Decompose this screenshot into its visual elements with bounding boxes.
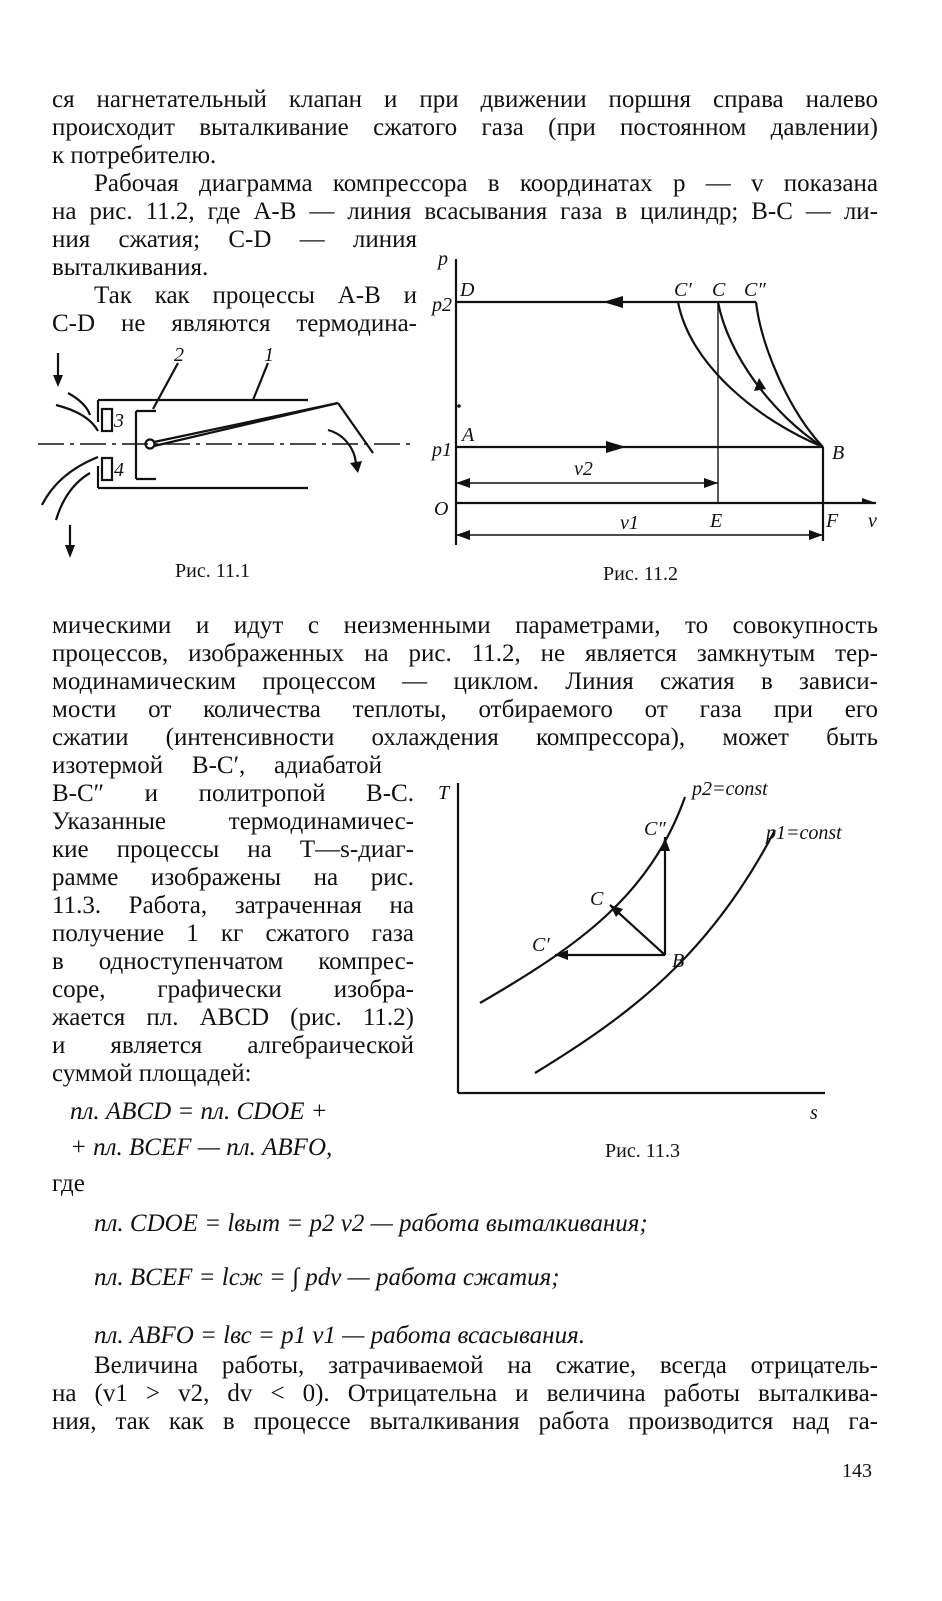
formula-line: пл. ABFO = lвс = p1 v1 — работа всасывания. — [94, 1322, 585, 1349]
text-line: мости от количества теплоты, отбираемого от газа при его — [52, 696, 878, 723]
text-line: 11.3. Работа, затраченная на — [52, 892, 414, 919]
point-F: F — [826, 510, 839, 532]
text-line: происходит выталкивание сжатого газа (при постоянном давлении) — [52, 114, 878, 141]
text-line: в одноступенчатом компрес- — [52, 948, 414, 975]
point-B: B — [832, 442, 845, 464]
text-line: ся нагнетательный клапан и при движении поршня справа налево — [52, 86, 878, 113]
label-p2-const: p2=const — [692, 778, 768, 800]
figure-caption: Рис. 11.3 — [605, 1140, 680, 1162]
text-line: соре, графически изобра- — [52, 976, 414, 1003]
text-line: рамме изображены на рис. — [52, 864, 414, 891]
axis-label-s: s — [810, 1102, 818, 1120]
equation-line: + пл. BCEF — пл. ABFO, — [70, 1134, 333, 1161]
point-O: O — [434, 498, 449, 520]
label-1: 1 — [264, 345, 274, 366]
point-C-double-prime: C″ — [644, 818, 666, 840]
text-line: Величина работы, затрачиваемой на сжатие, всегда отрицатель- — [94, 1352, 878, 1379]
point-A: A — [462, 424, 475, 446]
point-C-prime: C′ — [532, 934, 550, 956]
text-line: B-C″ и политропой B-C. — [52, 780, 414, 807]
text-line: сжатии (интенсивности охлаждения компрессора), может быть — [52, 724, 878, 751]
label-p2: p2 — [432, 294, 452, 316]
text-line: где — [52, 1170, 85, 1197]
label-3: 3 — [114, 410, 124, 432]
label-p1-const: p1=const — [766, 822, 842, 844]
point-C: C — [590, 888, 604, 910]
text-line: ния сжатия; C-D — линия — [52, 226, 417, 253]
label-v1: v1 — [620, 512, 639, 534]
point-D: D — [460, 279, 475, 301]
page-number: 143 — [842, 1460, 872, 1482]
text-line: кие процессы на T—s-диаг- — [52, 836, 414, 863]
label-p1: p1 — [432, 439, 452, 461]
label-4: 4 — [114, 459, 124, 481]
text-line: ния, так как в процессе выталкивания работа производится над га- — [52, 1408, 878, 1435]
point-C-prime: C′ — [674, 279, 692, 301]
point-E: E — [710, 510, 723, 532]
axis-label-v: v — [868, 510, 877, 532]
text-line: выталкивания. — [52, 254, 209, 281]
figure-caption: Рис. 11.2 — [603, 563, 678, 585]
text-line: процессов, изображенных на рис. 11.2, не является замкнутым тер- — [52, 640, 878, 667]
text-line: к потребителю. — [52, 142, 217, 169]
axis-label-T: T — [438, 782, 450, 804]
figure-caption: Рис. 11.1 — [175, 560, 250, 582]
text-line: модинамическим процессом — циклом. Линия сжатия в зависи- — [52, 668, 878, 695]
text-line: Так как процессы A-B и — [94, 282, 417, 309]
label-2: 2 — [174, 345, 184, 366]
text-line: Рабочая диаграмма компрессора в координатах p — v показана — [94, 170, 878, 197]
text-line: мическими и идут с неизменными параметрами, то совокупность — [52, 612, 878, 639]
formula-line: пл. CDOE = lвыт = p2 v2 — работа выталкивания; — [94, 1210, 648, 1237]
text-line: на (v1 > v2, dv < 0). Отрицательна и величина работы выталкива- — [52, 1380, 878, 1407]
axis-label-p: p — [438, 248, 448, 270]
equation-line: пл. ABCD = пл. CDOE + — [70, 1098, 328, 1125]
label-v2: v2 — [574, 458, 593, 480]
figure-11-1-compressor — [28, 345, 418, 560]
text-line: Указанные термодинамичес- — [52, 808, 414, 835]
text-line: суммой площадей: — [52, 1060, 252, 1087]
point-B: B — [672, 950, 685, 972]
text-line: жается пл. ABCD (рис. 11.2) — [52, 1004, 414, 1031]
figure-11-2-pv-diagram — [428, 245, 888, 560]
formula-line: пл. BCEF = lсж = ∫ pdv — работа сжатия; — [94, 1264, 560, 1291]
text-line: C-D не являются термодина- — [52, 310, 417, 337]
text-line: и является алгебраической — [52, 1032, 414, 1059]
point-C: C — [712, 279, 726, 301]
text-line: изотермой B-C′, адиабатой — [52, 752, 382, 779]
text-line: получение 1 кг сжатого газа — [52, 920, 414, 947]
figure-11-3-ts-diagram — [430, 775, 870, 1120]
point-C-double-prime: C″ — [744, 279, 766, 301]
text-line: на рис. 11.2, где A-B — линия всасывания газа в цилиндр; B-C — ли- — [52, 198, 878, 225]
